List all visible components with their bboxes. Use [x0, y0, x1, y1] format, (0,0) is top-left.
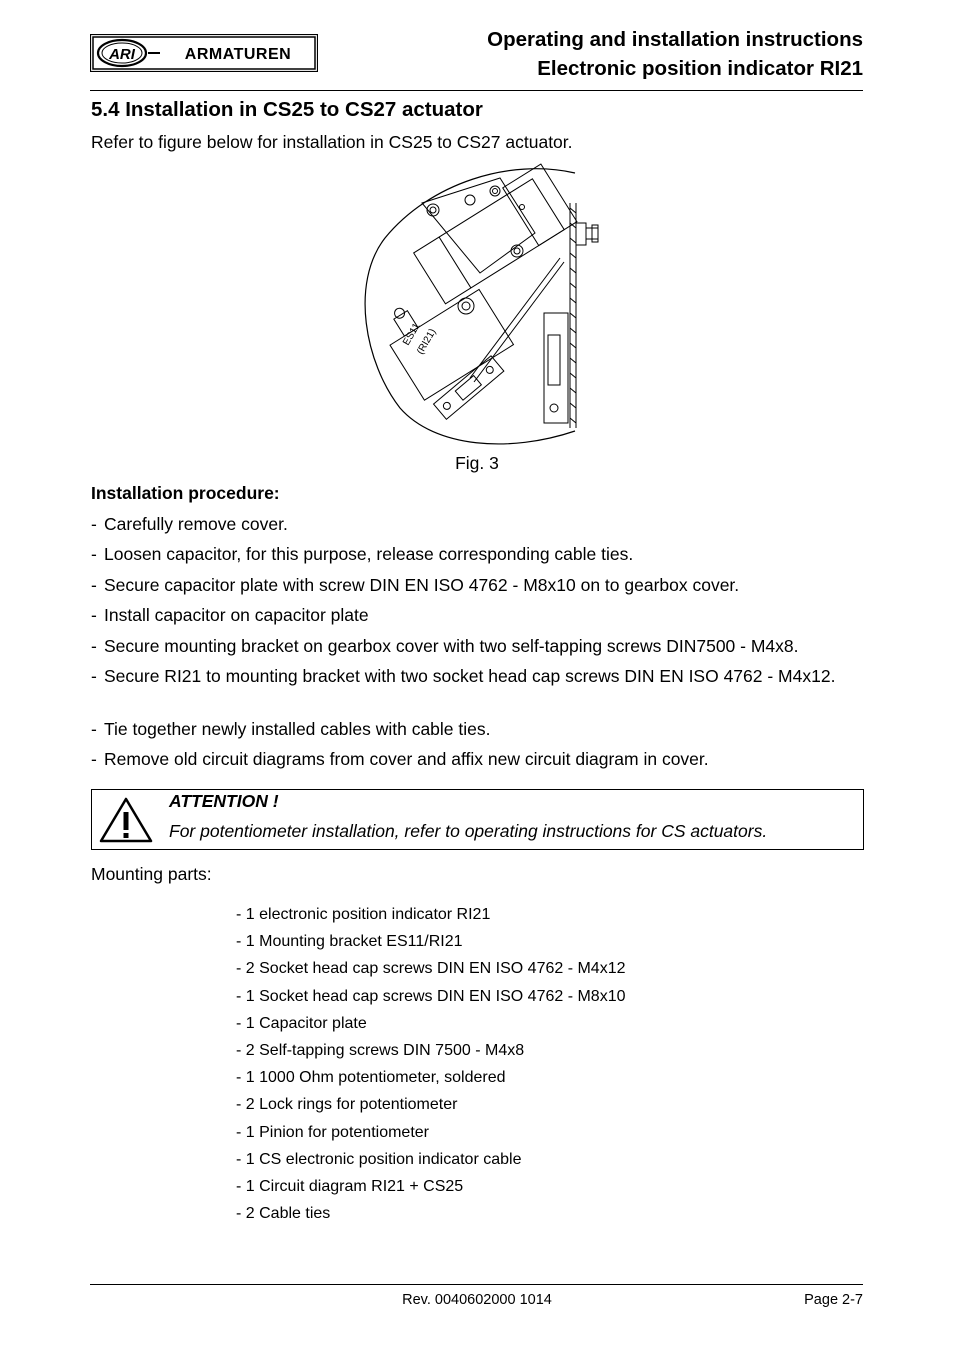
procedure-step-text: Secure capacitor plate with screw DIN EN ISO 4762 - M8x10 on to gearbox cover.	[104, 575, 740, 595]
attention-box	[91, 789, 864, 850]
section-heading: 5.4 Installation in CS25 to CS27 actuator	[91, 98, 483, 121]
mounting-part-item: - 1 electronic position indicator RI21	[236, 906, 491, 923]
header-divider	[90, 90, 863, 91]
logo-text: ARI	[109, 46, 135, 63]
warning-triangle-icon	[98, 796, 154, 844]
installation-figure	[360, 163, 610, 450]
mounting-part-item: - 1 Circuit diagram RI21 + CS25	[236, 1178, 464, 1195]
mounting-part-item: - 1 CS electronic position indicator cable	[236, 1151, 522, 1168]
mounting-part-item: - 1 1000 Ohm potentiometer, soldered	[236, 1069, 506, 1086]
title-line-1: Operating and installation instructions	[487, 28, 863, 51]
figure-label-es11: ES11	[401, 321, 423, 348]
revision-number: Rev. 0040602000 1014	[402, 1292, 552, 1308]
mounting-part-item: - 2 Self-tapping screws DIN 7500 - M4x8	[236, 1042, 525, 1059]
figure-label-ri21: (RI21)	[415, 326, 439, 357]
title-line-2: Electronic position indicator RI21	[537, 57, 863, 80]
procedure-step: - Secure mounting bracket on gearbox cover with two self-tapping screws DIN7500 - M4x8.	[91, 635, 866, 657]
mounting-part-item: - 1 Mounting bracket ES11/RI21	[236, 933, 463, 950]
logo-brand: ARMATUREN	[184, 46, 292, 63]
procedure-step-text: Carefully remove cover.	[104, 514, 288, 534]
procedure-step: - Install capacitor on capacitor plate	[91, 604, 866, 626]
procedure-step-text: Tie together newly installed cables with cable ties.	[104, 719, 491, 739]
figure-caption: Fig. 3	[455, 453, 499, 473]
ari-armaturen-logo	[90, 34, 318, 72]
procedure-heading: Installation procedure:	[91, 483, 280, 503]
procedure-step-text: Remove old circuit diagrams from cover and affix new circuit diagram in cover.	[104, 749, 709, 769]
procedure-step-text: Secure mounting bracket on gearbox cover with two self-tapping screws DIN7500 - M4x8.	[104, 636, 799, 656]
procedure-step: - Secure capacitor plate with screw DIN EN ISO 4762 - M8x10 on to gearbox cover.	[91, 574, 866, 596]
attention-title: ATTENTION !	[169, 791, 279, 811]
intro-paragraph: Refer to figure below for installation in CS25 to CS27 actuator.	[91, 132, 573, 152]
mounting-part-item: - 1 Pinion for potentiometer	[236, 1124, 429, 1141]
mounting-parts-label: Mounting parts:	[91, 864, 212, 884]
procedure-step: - Tie together newly installed cables with cable ties.	[91, 718, 866, 740]
procedure-step: - Carefully remove cover.	[91, 513, 866, 535]
procedure-step-text: Loosen capacitor, for this purpose, release corresponding cable ties.	[104, 544, 634, 564]
document-title	[487, 25, 863, 83]
procedure-step-text: Install capacitor on capacitor plate	[104, 605, 369, 625]
mounting-part-item: - 2 Socket head cap screws DIN EN ISO 4762 - M4x12	[236, 960, 626, 977]
procedure-step: - Secure RI21 to mounting bracket with two socket head cap screws DIN EN ISO 4762 - M4x12.	[91, 665, 851, 687]
procedure-step: - Remove old circuit diagrams from cover and affix new circuit diagram in cover.	[91, 748, 866, 770]
mounting-part-item: - 2 Lock rings for potentiometer	[236, 1096, 458, 1113]
attention-text: For potentiometer installation, refer to operating instructions for CS actuators.	[169, 821, 768, 841]
procedure-step: - Loosen capacitor, for this purpose, release corresponding cable ties.	[91, 543, 866, 565]
footer-divider	[90, 1284, 863, 1285]
mounting-part-item: - 1 Socket head cap screws DIN EN ISO 4762 - M8x10	[236, 988, 626, 1005]
procedure-step-text: Secure RI21 to mounting bracket with two socket head cap screws DIN EN ISO 4762 - M4x12.	[104, 666, 836, 686]
page-number: Page 2-7	[804, 1292, 863, 1308]
mounting-part-item: - 2 Cable ties	[236, 1205, 331, 1222]
mounting-part-item: - 1 Capacitor plate	[236, 1015, 367, 1032]
